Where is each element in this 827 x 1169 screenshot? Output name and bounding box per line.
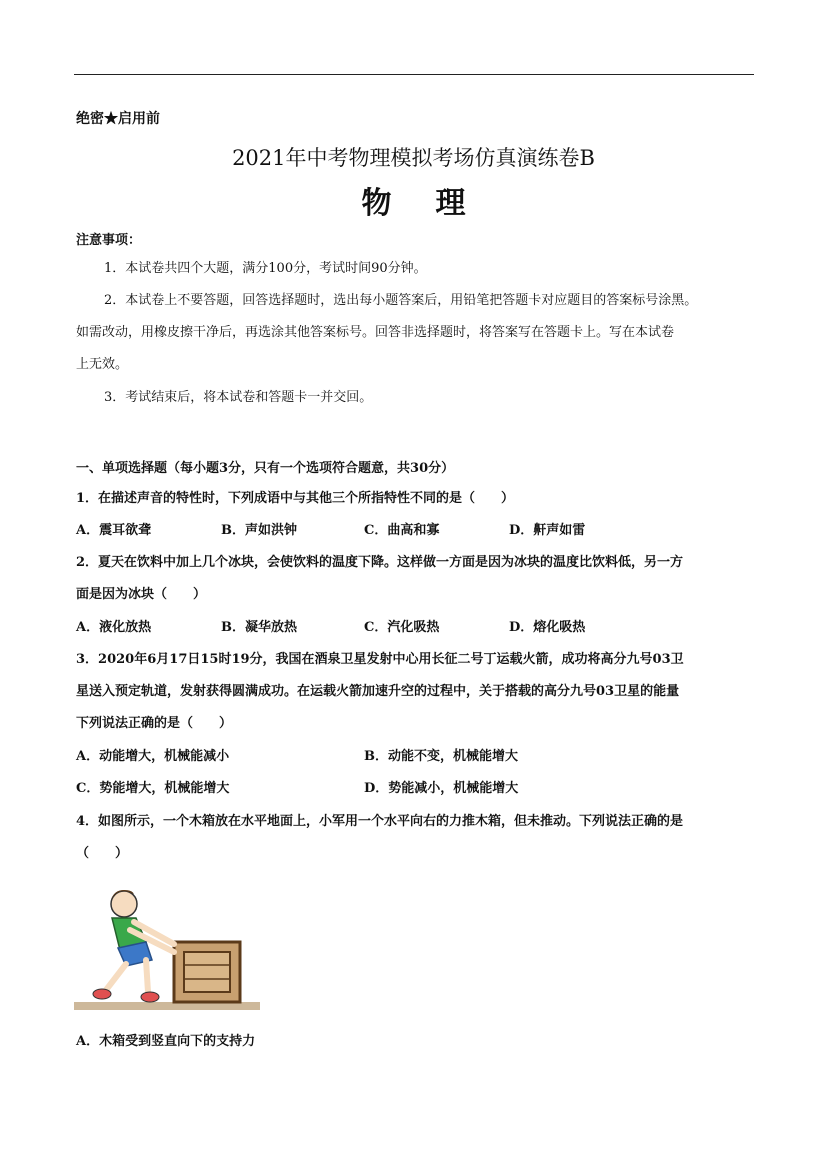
wooden-crate [174, 942, 240, 1002]
question-2-line-1: 2．夏天在饮料中加上几个冰块，会使饮料的温度下降。这样做一方面是因为冰块的温度比饮料低，另一方 [76, 555, 684, 570]
boy-pushing-crate-figure [74, 882, 260, 1014]
top-rule [74, 74, 754, 75]
q4-option-a: A．木箱受到竖直向下的支持力 [76, 1034, 256, 1049]
notice-heading: 注意事项： [76, 233, 142, 248]
q2-option-c: C．汽化吸热 [364, 620, 440, 635]
q1-option-a: A．震耳欲聋 [76, 523, 152, 538]
q3-option-a: A．动能增大，机械能减小 [76, 749, 230, 764]
subject-title: 物理 [361, 186, 510, 221]
boy-figure [93, 890, 174, 1002]
question-3-line-3: 下列说法正确的是（ ） [76, 716, 233, 731]
question-3-line-2: 星送入预定轨道，发射获得圆满成功。在运载火箭加速升空的过程中，关于搭载的高分九号03卫星的能量 [76, 684, 680, 699]
section-heading: 一、单项选择题（每小题3分，只有一个选项符合题意，共30分） [76, 461, 455, 476]
question-4-line-2: （ ） [76, 846, 129, 861]
q3-option-b: B．动能不变，机械能增大 [364, 749, 518, 764]
q1-option-c: C．曲高和寡 [364, 523, 440, 538]
notice-item-1: 1．本试卷共四个大题，满分100分，考试时间90分钟。 [104, 261, 427, 276]
q3-option-c: C．势能增大，机械能增大 [76, 781, 230, 796]
secret-label: 绝密★启用前 [76, 111, 160, 127]
question-4-line-1: 4．如图所示，一个木箱放在水平地面上，小军用一个水平向右的力推木箱，但未推动。下列说法正确的是 [76, 814, 684, 829]
q3-option-d: D．势能减小，机械能增大 [364, 781, 519, 796]
question-3-line-1: 3．2020年6月17日15时19分，我国在酒泉卫星发射中心用长征二号丁运载火箭，成功将高分九号03卫 [76, 652, 684, 667]
notice-item-3: 3．考试结束后，将本试卷和答题卡一并交回。 [104, 390, 373, 405]
notice-item-2-line-2: 如需改动，用橡皮擦干净后，再选涂其他答案标号。回答非选择题时，将答案写在答题卡上。写在本试卷 [76, 325, 675, 340]
q2-option-b: B．凝华放热 [221, 620, 297, 635]
notice-item-2-line-3: 上无效。 [76, 357, 129, 372]
q2-option-d: D．熔化吸热 [509, 620, 586, 635]
q2-option-a: A．液化放热 [76, 620, 152, 635]
notice-item-2-line-1: 2．本试卷上不要答题，回答选择题时，选出每小题答案后，用铅笔把答题卡对应题目的答案标号涂黑。 [104, 293, 698, 308]
question-2-line-2: 面是因为冰块（ ） [76, 587, 207, 602]
exam-title: 2021年中考物理模拟考场仿真演练卷B [232, 146, 595, 170]
q1-option-b: B．声如洪钟 [221, 523, 297, 538]
q1-option-d: D．鼾声如雷 [509, 523, 586, 538]
question-1-text: 1．在描述声音的特性时，下列成语中与其他三个所指特性不同的是（ ） [76, 491, 515, 506]
